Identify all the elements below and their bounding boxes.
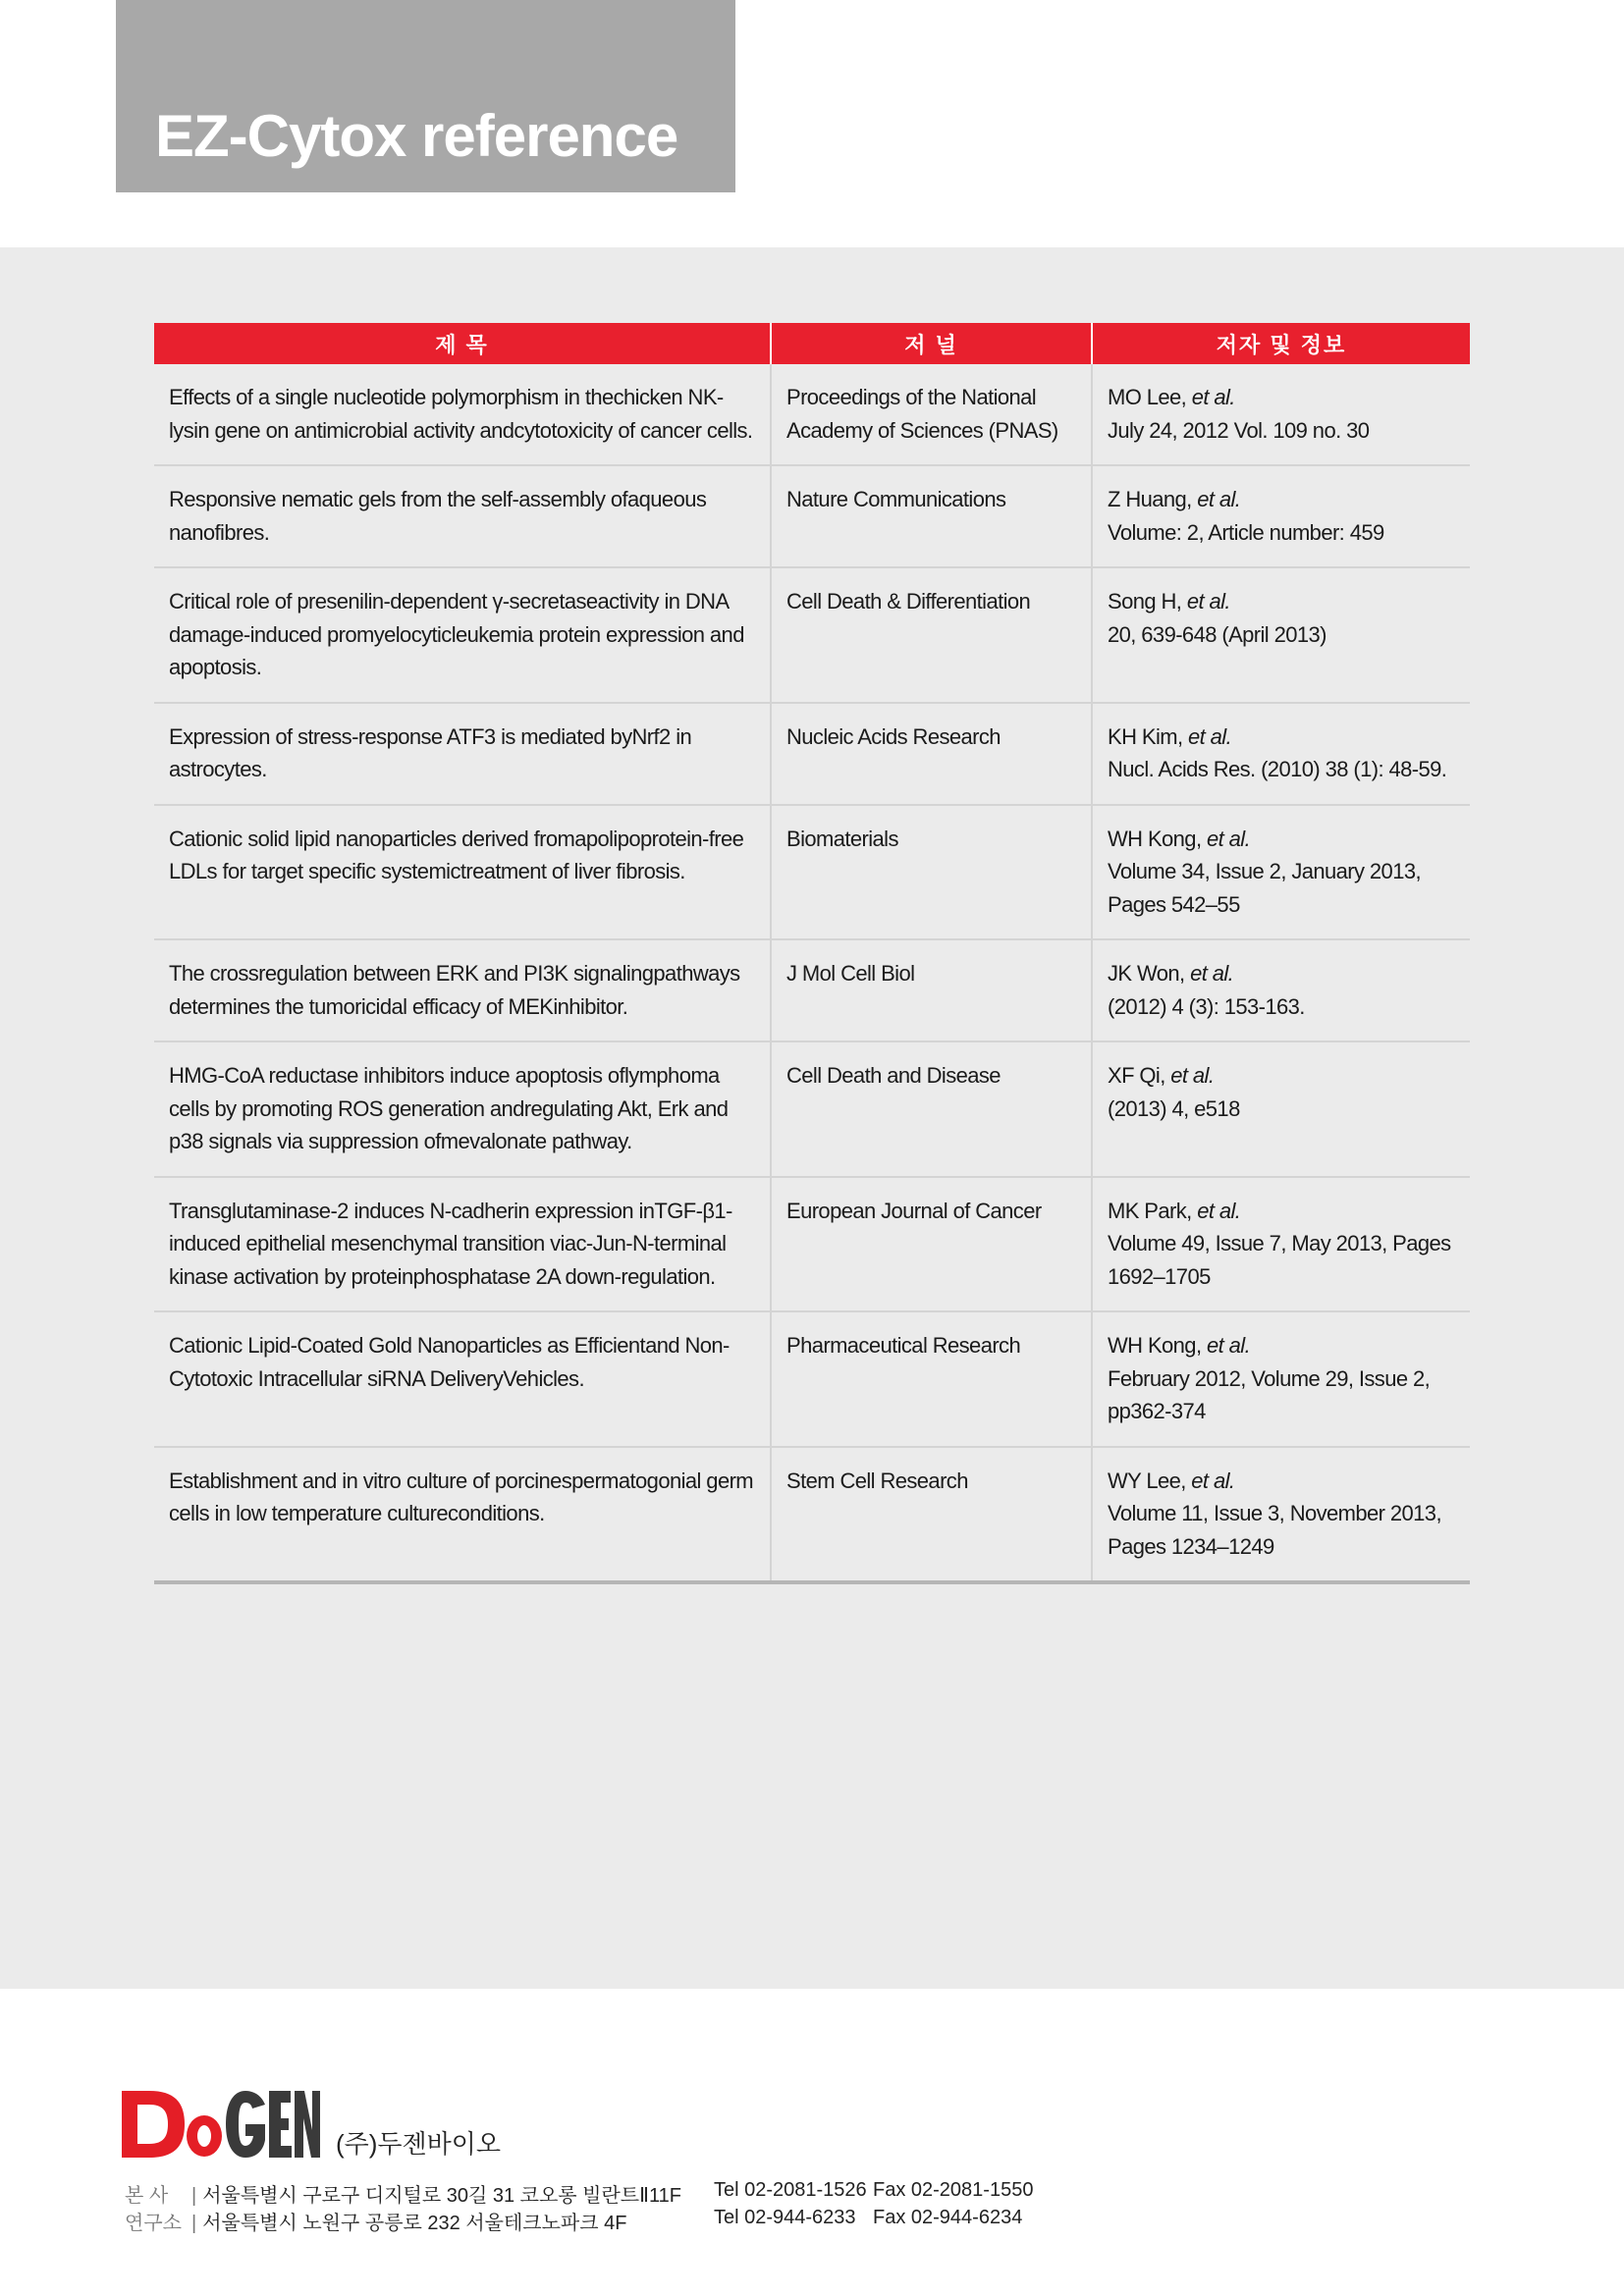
author-name: Z Huang, [1108, 487, 1192, 511]
author-line [1108, 957, 1456, 990]
reference-journal: J Mol Cell Biol [771, 939, 1092, 1041]
author-name: MO Lee, [1108, 385, 1187, 409]
reference-title: Cationic solid lipid nanoparticles derived fromapolipoprotein-free LDLs for target specific systemictreatment of liver fibrosis. [154, 805, 771, 940]
table-row [154, 939, 1470, 1041]
author-name: WH Kong, [1108, 826, 1202, 851]
hq-address: 서울특별시 구로구 디지털로 30길 31 코오롱 빌란트Ⅱ11F [202, 2185, 681, 2207]
et-al: et al. [1186, 589, 1230, 614]
hq-address-row [125, 2179, 1034, 2208]
publication-info: Volume: 2, Article number: 459 [1108, 519, 1384, 545]
hq-fax: Fax 02-2081-1550 [873, 2179, 1034, 2201]
et-al: et al. [1190, 961, 1234, 986]
company-name: (주)두젠바이오 [336, 2129, 502, 2159]
author-line [1108, 823, 1456, 856]
lab-label: 연구소 [125, 2213, 182, 2234]
reference-journal: Biomaterials [771, 805, 1092, 940]
lab-fax: Fax 02-944-6234 [873, 2207, 1023, 2228]
reference-journal: Stem Cell Research [771, 1447, 1092, 1583]
publication-info: (2012) 4 (3): 153-163. [1108, 993, 1305, 1019]
hq-label: 본 사 [125, 2185, 169, 2207]
et-al: et al. [1191, 385, 1235, 409]
et-al: et al. [1197, 1198, 1241, 1223]
publication-info: July 24, 2012 Vol. 109 no. 30 [1108, 417, 1370, 443]
reference-title: HMG-CoA reductase inhibitors induce apoptosis oflymphoma cells by promoting ROS generation andregulating Akt, Erk and p38 signals via suppression ofmevalonate pathway. [154, 1041, 771, 1177]
author-line [1108, 381, 1456, 414]
author-name: JK Won, [1108, 961, 1185, 986]
reference-title: Establishment and in vitro culture of porcinespermatogonial germ cells in low temperature cultureconditions. [154, 1447, 771, 1583]
author-name: WY Lee, [1108, 1468, 1186, 1493]
publication-info: (2013) 4, e518 [1108, 1095, 1240, 1121]
reference-title: Effects of a single nucleotide polymorphism in thechicken NK-lysin gene on antimicrobial activity andcytotoxicity of cancer cells. [154, 364, 771, 465]
publication-info: Volume 11, Issue 3, November 2013, Pages 1234–1249 [1108, 1501, 1441, 1559]
dogen-logo [120, 2085, 321, 2159]
table-header-row [154, 323, 1470, 364]
publication-info: Volume 34, Issue 2, January 2013, Pages 542–55 [1108, 859, 1421, 917]
table-body [154, 364, 1470, 1582]
author-line [1108, 483, 1456, 516]
reference-title: Transglutaminase-2 induces N-cadherin expression inTGF-β1-induced epithelial mesenchymal transition viac-Jun-N-terminal kinase activation by proteinphosphatase 2A down-regulation. [154, 1177, 771, 1312]
author-line [1108, 1465, 1456, 1498]
reference-journal: Nucleic Acids Research [771, 703, 1092, 805]
author-name: Song H, [1108, 589, 1182, 614]
author-line [1108, 1195, 1456, 1228]
table-row [154, 364, 1470, 465]
reference-authors-info [1092, 1041, 1470, 1177]
publication-info: Volume 49, Issue 7, May 2013, Pages 1692–1705 [1108, 1231, 1451, 1289]
reference-table [154, 323, 1470, 1584]
author-name: XF Qi, [1108, 1063, 1165, 1088]
author-name: KH Kim, [1108, 723, 1183, 749]
lab-address-row [125, 2207, 1023, 2235]
table-row [154, 703, 1470, 805]
lab-tel: Tel 02-944-6233 [714, 2207, 856, 2228]
reference-authors-info [1092, 1311, 1470, 1447]
hq-tel: Tel 02-2081-1526 [714, 2179, 867, 2201]
reference-authors-info [1092, 465, 1470, 567]
reference-journal: Proceedings of the National Academy of Sciences (PNAS) [771, 364, 1092, 465]
author-line [1108, 585, 1456, 618]
reference-authors-info [1092, 567, 1470, 703]
table-row [154, 465, 1470, 567]
header-authors-info: 저자 및 정보 [1092, 323, 1470, 364]
reference-title: Cationic Lipid-Coated Gold Nanoparticles as Efficientand Non-Cytotoxic Intracellular siRNA DeliveryVehicles. [154, 1311, 771, 1447]
et-al: et al. [1197, 487, 1241, 511]
reference-authors-info [1092, 1177, 1470, 1312]
table-row [154, 1447, 1470, 1583]
table-row [154, 1311, 1470, 1447]
reference-title: Expression of stress-response ATF3 is mediated byNrf2 in astrocytes. [154, 703, 771, 805]
reference-journal: Nature Communications [771, 465, 1092, 567]
reference-journal: Cell Death and Disease [771, 1041, 1092, 1177]
publication-info: Nucl. Acids Res. (2010) 38 (1): 48-59. [1108, 757, 1447, 781]
header-journal: 저 널 [771, 323, 1092, 364]
author-name: WH Kong, [1108, 1333, 1202, 1358]
reference-journal: Pharmaceutical Research [771, 1311, 1092, 1447]
reference-authors-info [1092, 805, 1470, 940]
footer [120, 2085, 1102, 2232]
lab-address: 서울특별시 노원구 공릉로 232 서울테크노파크 4F [202, 2213, 627, 2234]
et-al: et al. [1206, 826, 1251, 851]
reference-title: Critical role of presenilin-dependent γ-secretaseactivity in DNA damage-induced promyelocyticleukemia protein expression and apoptosis. [154, 567, 771, 703]
author-line [1108, 721, 1456, 754]
title-banner [116, 0, 735, 192]
reference-authors-info [1092, 703, 1470, 805]
publication-info: February 2012, Volume 29, Issue 2, pp362-374 [1108, 1365, 1431, 1423]
et-al: et al. [1170, 1063, 1215, 1088]
page-title: EZ-Cytox reference [155, 103, 678, 169]
et-al: et al. [1188, 723, 1232, 749]
reference-title: Responsive nematic gels from the self-assembly ofaqueous nanofibres. [154, 465, 771, 567]
author-line [1108, 1329, 1456, 1362]
table-row [154, 1177, 1470, 1312]
reference-journal: Cell Death & Differentiation [771, 567, 1092, 703]
reference-authors-info [1092, 364, 1470, 465]
et-al: et al. [1191, 1468, 1235, 1493]
reference-journal: European Journal of Cancer [771, 1177, 1092, 1312]
reference-authors-info [1092, 1447, 1470, 1583]
author-line [1108, 1059, 1456, 1093]
table-row [154, 805, 1470, 940]
hq-separator: | [191, 2185, 197, 2207]
table-row [154, 1041, 1470, 1177]
reference-authors-info [1092, 939, 1470, 1041]
publication-info: 20, 639-648 (April 2013) [1108, 621, 1326, 647]
reference-title: The crossregulation between ERK and PI3K signalingpathways determines the tumoricidal efficacy of MEKinhibitor. [154, 939, 771, 1041]
table-row [154, 567, 1470, 703]
author-name: MK Park, [1108, 1198, 1192, 1223]
header-title: 제 목 [154, 323, 771, 364]
lab-separator: | [191, 2213, 197, 2234]
et-al: et al. [1206, 1333, 1251, 1358]
